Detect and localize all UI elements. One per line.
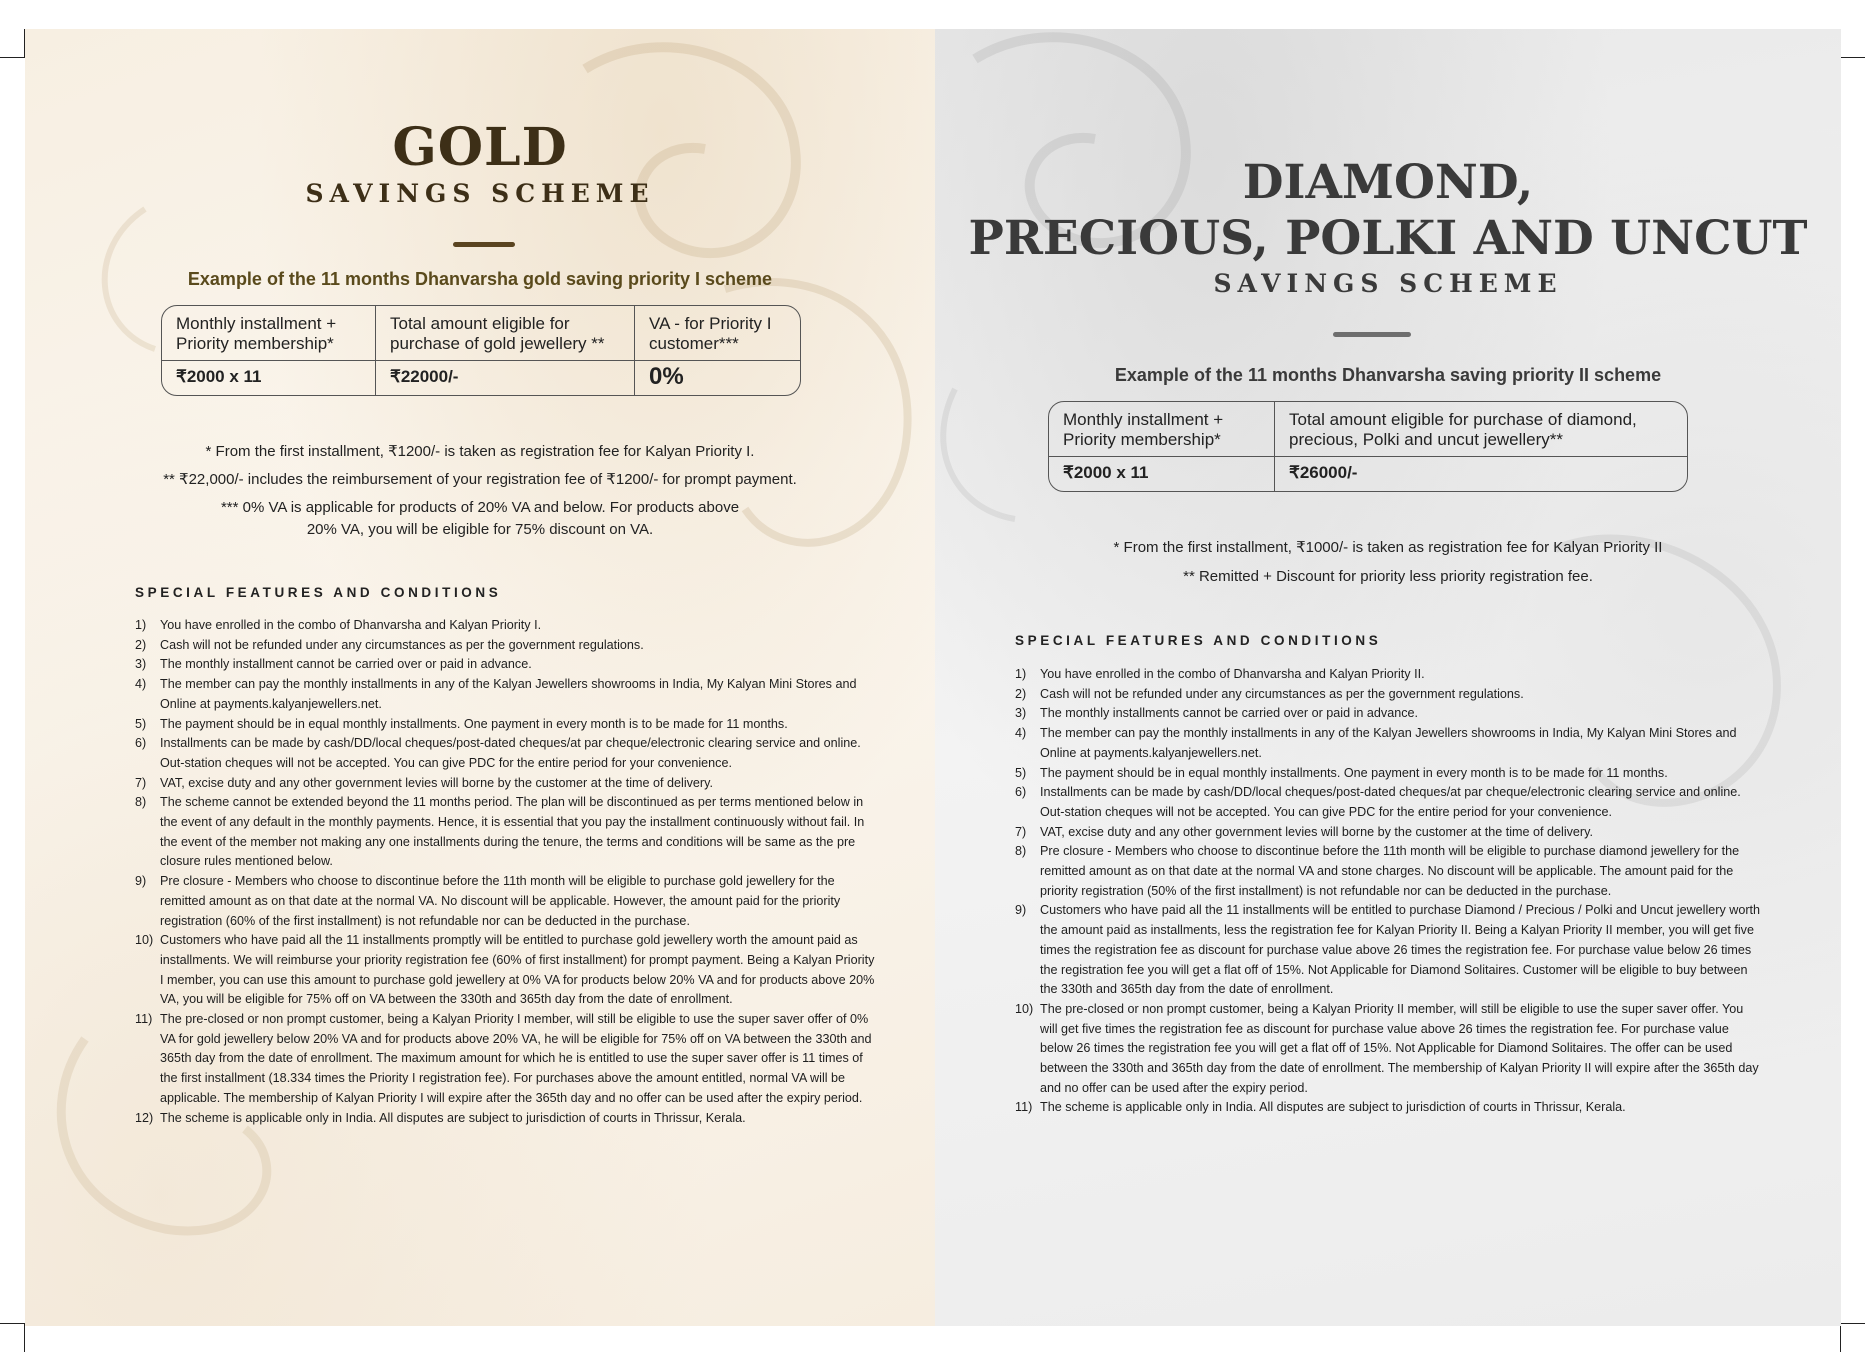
- gold-scheme-table: [161, 305, 801, 396]
- diamond-scheme-table: [1048, 401, 1688, 492]
- diamond-note-1: * From the first installment, ₹1000/- is taken as registration fee for Kalyan Priority II: [1113, 539, 1663, 556]
- condition-item: [135, 774, 878, 794]
- condition-item: [135, 636, 878, 656]
- condition-item: [1015, 842, 1761, 901]
- crop-mark-bottom-right: [1840, 1323, 1865, 1352]
- condition-text: The pre-closed or non prompt customer, being a Kalyan Priority I member, will still be eligible to use the super saver offer of 0% VA for gold jewellery below 20% VA and for products above 20% VA, he will be eligible for 75% off on VA between the 330th and 365th day from the date of enrollment. The maximum amount for which he is entitled to use the super saver offer is 11 times of the first installment (18.334 times the Priority I registration fee). For purchases above the amount entitled, normal VA will be applicable. The membership of Kalyan Priority I will expire after the 365th day and no offer can be used after the expiry period.: [160, 1012, 872, 1105]
- diamond-scheme-page: [935, 29, 1841, 1326]
- gold-title: GOLD: [392, 117, 568, 178]
- condition-text: VAT, excise duty and any other government levies will borne by the customer at the time of delivery.: [1040, 824, 1593, 839]
- condition-number: 12): [135, 1110, 154, 1125]
- gold-title-divider: [453, 242, 515, 247]
- diamond-conditions-list: [1015, 665, 1761, 1118]
- condition-number: 4): [135, 677, 147, 692]
- condition-item: [135, 616, 878, 636]
- condition-number: 5): [135, 716, 147, 731]
- condition-item: [135, 793, 878, 872]
- condition-item: [1015, 823, 1761, 843]
- gold-note-3: *** 0% VA is applicable for products of 20% VA and below. For products above 20% VA, you will be eligible for 75% discount on VA.: [220, 499, 740, 538]
- crop-mark-top-left: [0, 29, 25, 58]
- table-cell: 0%: [634, 360, 800, 395]
- table-header-cell: Monthly installment + Priority membership*: [176, 314, 337, 353]
- condition-number: 9): [135, 874, 147, 889]
- condition-number: 7): [1015, 824, 1027, 839]
- condition-item: [1015, 1098, 1761, 1118]
- condition-item: [1015, 1000, 1761, 1099]
- condition-number: 10): [135, 933, 154, 948]
- condition-text: The member can pay the monthly installments in any of the Kalyan Jewellers showrooms in India, My Kalyan Mini Stores and Online at payments.kalyanjewellers.net.: [160, 677, 857, 711]
- table-header-cell: Total amount eligible for purchase of gold jewellery **: [375, 306, 634, 360]
- diamond-subtitle: SAVINGS SCHEME: [1213, 269, 1563, 298]
- diamond-features-heading: SPECIAL FEATURES AND CONDITIONS: [1015, 633, 1382, 648]
- condition-number: 7): [135, 775, 147, 790]
- condition-text: The scheme cannot be extended beyond the 11 months period. The plan will be discontinued as per terms mentioned below in the event of any default in the monthly payments. Hence, it is essential that you pay the installment continuously without fail. In the event of the member not making any one installments during the tenure, the terms and conditions will be same as the pre closure rules mentioned below.: [160, 795, 865, 869]
- diamond-title-line-1: DIAMOND,: [1242, 155, 1534, 210]
- condition-item: [135, 715, 878, 735]
- condition-item: [1015, 704, 1761, 724]
- condition-text: Customers who have paid all the 11 installments promptly will be entitled to purchase gold jewellery worth the amount paid as installments. We will reimburse your priority registration fee (60% of first installment) for prompt payment. Being a Kalyan Priority I member, you can use this amount to purchase gold jewellery at 0% VA for products below 20% VA and for products above 20% VA, you will be eligible for 75% off on VA between the 330th and 365th day from the date of enrollment.: [160, 933, 875, 1007]
- table-header-row: [1049, 402, 1687, 456]
- condition-text: The payment should be in equal monthly installments. One payment in every month is to be made for 11 months.: [160, 716, 788, 731]
- crop-mark-top-right: [1840, 29, 1865, 58]
- condition-text: The payment should be in equal monthly installments. One payment in every month is to be made for 11 months.: [1040, 765, 1668, 780]
- condition-number: 11): [135, 1012, 153, 1027]
- condition-number: 6): [135, 736, 147, 751]
- condition-number: 3): [135, 657, 147, 672]
- gold-features-heading: SPECIAL FEATURES AND CONDITIONS: [135, 585, 502, 600]
- condition-text: The scheme is applicable only in India. All disputes are subject to jurisdiction of courts in Thrissur, Kerala.: [1040, 1100, 1626, 1115]
- condition-text: Installments can be made by cash/DD/local cheques/post-dated cheques/at par cheque/electronic clearing service and online. Out-station cheques will not be accepted. You can give PDC for the entire period for your convenience.: [160, 736, 861, 770]
- condition-item: [135, 931, 878, 1010]
- condition-number: 10): [1015, 1001, 1034, 1016]
- condition-text: You have enrolled in the combo of Dhanvarsha and Kalyan Priority II.: [1040, 667, 1425, 681]
- gold-note-1: * From the first installment, ₹1200/- is taken as registration fee for Kalyan Priority I.: [205, 443, 755, 460]
- condition-number: 6): [1015, 785, 1027, 800]
- condition-number: 8): [135, 795, 147, 810]
- table-cell: ₹2000 x 11: [162, 360, 375, 395]
- condition-text: Cash will not be refunded under any circumstances as per the government regulations.: [160, 637, 644, 652]
- table-cell: ₹26000/-: [1274, 456, 1687, 491]
- condition-number: 1): [135, 618, 147, 632]
- condition-text: The pre-closed or non prompt customer, being a Kalyan Priority II member, will still be eligible to use the super saver offer. You will get five times the registration fee as discount for purchase value above 26 times the registration fee. For purchase value below 26 times the registration fee you will get a flat off of 15%. Not Applicable for Diamond Solitaires. The offer can be used between the 330th and 365th day from the date of enrollment. The membership of Kalyan Priority II will expire after the 365th day and no offer can be used after the expiry period.: [1040, 1001, 1759, 1095]
- condition-text: The scheme is applicable only in India. All disputes are subject to jurisdiction of courts in Thrissur, Kerala.: [160, 1110, 746, 1125]
- condition-item: [135, 655, 878, 675]
- diamond-title-line-2: PRECIOUS, POLKI AND UNCUT: [968, 211, 1808, 266]
- condition-text: Cash will not be refunded under any circumstances as per the government regulations.: [1040, 686, 1524, 701]
- condition-item: [135, 1010, 878, 1109]
- condition-item: [1015, 764, 1761, 784]
- condition-number: 11): [1015, 1100, 1033, 1115]
- table-header-cell: Monthly installment + Priority membership*: [1063, 410, 1224, 449]
- crop-mark-bottom-left: [0, 1323, 25, 1352]
- condition-item: [1015, 901, 1761, 1000]
- condition-item: [1015, 665, 1761, 685]
- condition-number: 2): [135, 637, 147, 652]
- table-header-cell: Total amount eligible for purchase of diamond, precious, Polki and uncut jewellery**: [1274, 402, 1687, 456]
- diamond-title-divider: [1333, 332, 1411, 337]
- condition-item: [135, 734, 878, 773]
- gold-subtitle: SAVINGS SCHEME: [305, 179, 655, 208]
- condition-item: [1015, 724, 1761, 763]
- condition-number: 9): [1015, 903, 1027, 918]
- condition-item: [1015, 685, 1761, 705]
- condition-text: The member can pay the monthly installments in any of the Kalyan Jewellers showrooms in India, My Kalyan Mini Stores and Online at payments.kalyanjewellers.net.: [1040, 726, 1737, 760]
- condition-number: 8): [1015, 844, 1027, 859]
- condition-number: 3): [1015, 706, 1027, 721]
- table-row: [162, 360, 800, 395]
- table-cell: ₹2000 x 11: [1049, 456, 1274, 491]
- condition-number: 4): [1015, 726, 1027, 741]
- condition-number: 5): [1015, 765, 1027, 780]
- condition-text: Pre closure - Members who choose to discontinue before the 11th month will be eligible to purchase gold jewellery for the remitted amount as on that date at the normal VA. No discount will be applicable. However, the amount paid for the priority registration (60% of the first installment) is not refundable nor can be deducted in the purchase.: [160, 874, 841, 928]
- gold-conditions-list: [135, 616, 878, 1128]
- condition-item: [135, 1109, 878, 1129]
- condition-text: The monthly installment cannot be carried over or paid in advance.: [160, 657, 532, 672]
- table-header-row: [162, 306, 800, 360]
- condition-item: [135, 675, 878, 714]
- table-row: [1049, 456, 1687, 491]
- condition-text: You have enrolled in the combo of Dhanvarsha and Kalyan Priority I.: [160, 618, 542, 632]
- condition-text: Pre closure - Members who choose to discontinue before the 11th month will be eligible to purchase diamond jewellery for the remitted amount as on that date at the normal VA and stone charges. No discount will be applicable. The amount paid for the priority registration (50% of the first installment) is not refundable nor can be deducted in the purchase.: [1040, 844, 1740, 898]
- gold-scheme-page: [25, 29, 935, 1326]
- condition-text: Installments can be made by cash/DD/local cheques/post-dated cheques/at par cheque/electronic clearing service and online. Out-station cheques will not be accepted. You can give PDC for the entire period for your convenience.: [1040, 785, 1741, 819]
- gold-note-2: ** ₹22,000/- includes the reimbursement of your registration fee of ₹1200/- for prompt payment.: [163, 471, 797, 488]
- diamond-note-2: ** Remitted + Discount for priority less priority registration fee.: [1183, 568, 1593, 585]
- condition-item: [135, 872, 878, 931]
- condition-text: Customers who have paid all the 11 installments will be entitled to purchase Diamond / Precious / Polki and Uncut jewellery worth the amount paid as installments, less the registration fee for Kalyan Priority II. Being a Kalyan Priority II member, you will get five times the registration fee as discount for purchase value above 26 times the registration fee. For purchase value below 26 times the registration fee you will get a flat off of 15%. Not Applicable for Diamond Solitaires. Customer will be eligible to buy between the 330th and 365th day from the date of enrollment.: [1040, 903, 1761, 997]
- condition-number: 1): [1015, 667, 1027, 681]
- table-cell: ₹22000/-: [375, 360, 634, 395]
- condition-text: VAT, excise duty and any other government levies will borne by the customer at the time of delivery.: [160, 775, 713, 790]
- gold-example-heading: Example of the 11 months Dhanvarsha gold saving priority I scheme: [187, 269, 773, 289]
- table-header-cell: VA - for Priority I customer***: [634, 306, 800, 360]
- condition-text: The monthly installments cannot be carried over or paid in advance.: [1040, 706, 1419, 721]
- diamond-example-heading: Example of the 11 months Dhanvarsha saving priority II scheme: [1114, 365, 1662, 385]
- condition-item: [1015, 783, 1761, 822]
- condition-number: 2): [1015, 686, 1027, 701]
